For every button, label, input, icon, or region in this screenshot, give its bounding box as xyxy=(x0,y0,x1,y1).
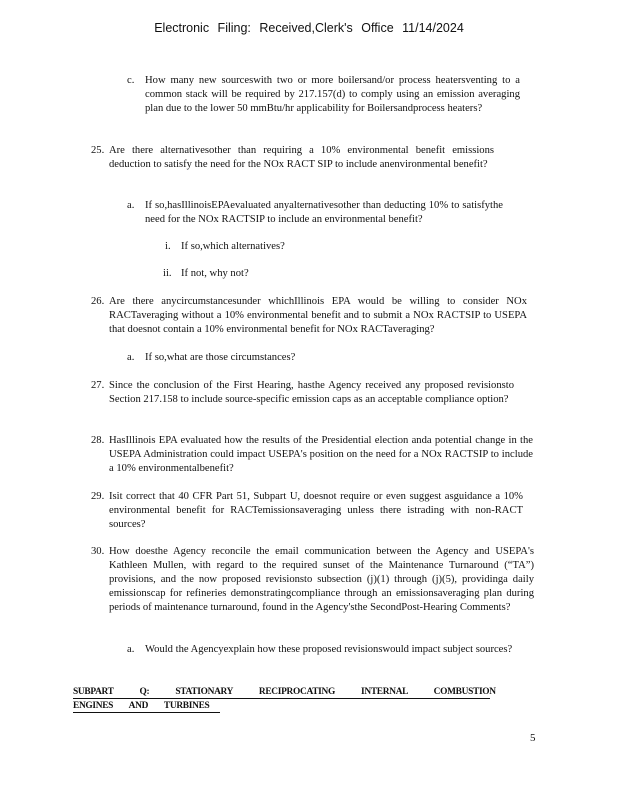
question-25a-i-text: If so,which alternatives? xyxy=(181,241,285,252)
question-number-25: 25. xyxy=(91,145,105,156)
heading-underline-1 xyxy=(73,698,490,699)
item-marker-30a: a. xyxy=(127,644,135,655)
question-number-30: 30. xyxy=(91,546,105,557)
question-number-28: 28. xyxy=(91,435,105,446)
page-number: 5 xyxy=(530,732,536,744)
question-29-text: Isit correct that 40 CFR Part 51, Subpart U, doesnot require or even suggest asguidance a 10% environmental benefit for RACTemissionsaveraging unless there istrading with non-RACT sources? xyxy=(109,491,523,530)
item-marker-25a-ii: ii. xyxy=(163,268,172,279)
question-number-29: 29. xyxy=(91,491,105,502)
electronic-filing-stamp: Electronic Filing: Received,Clerk's Office 11/14/2024 xyxy=(154,21,464,35)
item-marker-25a-i: i. xyxy=(165,241,171,252)
heading-underline-2 xyxy=(73,712,220,713)
question-25a-ii-text: If not, why not? xyxy=(181,268,249,279)
item-marker-26a: a. xyxy=(127,352,135,363)
question-30a-text: Would the Agencyexplain how these proposed revisionswould impact subject sources? xyxy=(145,644,513,655)
question-number-27: 27. xyxy=(91,380,105,391)
question-c-text: How many new sourceswith two or more boilersand/or process heatersventing to a common stack will be required by 217.157(d) to comply using an emission averaging plan due to the lower 50 mmBtu/hr applicability for Boilersandprocess heaters? xyxy=(145,75,520,114)
question-25a-text: If so,hasIllinoisEPAevaluated anyalternativesother than deducting 10% to satisfythe need for the NOx RACTSIP to include an environmental benefit? xyxy=(145,200,503,225)
section-heading-line1: SUBPART Q: STATIONARY RECIPROCATING INTERNAL COMBUSTION xyxy=(73,687,496,697)
question-26-text: Are there anycircumstancesunder whichIllinois EPA would be willing to consider NOx RACTaveraging without a 10% environmental benefit and to submit a NOx RACTSIP to USEPA that doesnot contain a 10% environmental benefit for NOx RACTaveraging? xyxy=(109,296,527,335)
item-marker-c: c. xyxy=(127,75,135,86)
question-25-text: Are there alternativesother than requiring a 10% environmental benefit emissions deduction to satisfy the need for the NOx RACT SIP to include anenvironmental benefit? xyxy=(109,145,494,170)
section-heading-line2: ENGINES AND TURBINES xyxy=(73,701,210,711)
question-number-26: 26. xyxy=(91,296,105,307)
question-27-text: Since the conclusion of the First Hearing, hasthe Agency received any proposed revisionsto Section 217.158 to include source-specific emission caps as an acceptable compliance option? xyxy=(109,380,514,405)
question-28-text: HasIllinois EPA evaluated how the results of the Presidential election anda potential change in the USEPA Administration could impact USEPA's position on the need for a NOx RACTSIP to include a 10% environmentalbenefit? xyxy=(109,435,533,474)
item-marker-25a: a. xyxy=(127,200,135,211)
question-26a-text: If so,what are those circumstances? xyxy=(145,352,296,363)
question-30-text: How doesthe Agency reconcile the email communication between the Agency and USEPA's Kathleen Mullen, with regard to the required sunset of the Maintenance Turnaround (“TA”) provisions, and the now proposed revisionsto subsection (j)(1) through (j)(5), providinga daily emissionscap for refineries demonstratingcompliance through an emissionsaveraging plan during periods of maintenance turnaround, found in the Agency'sthe SecondPost-Hearing Comments? xyxy=(109,546,534,613)
